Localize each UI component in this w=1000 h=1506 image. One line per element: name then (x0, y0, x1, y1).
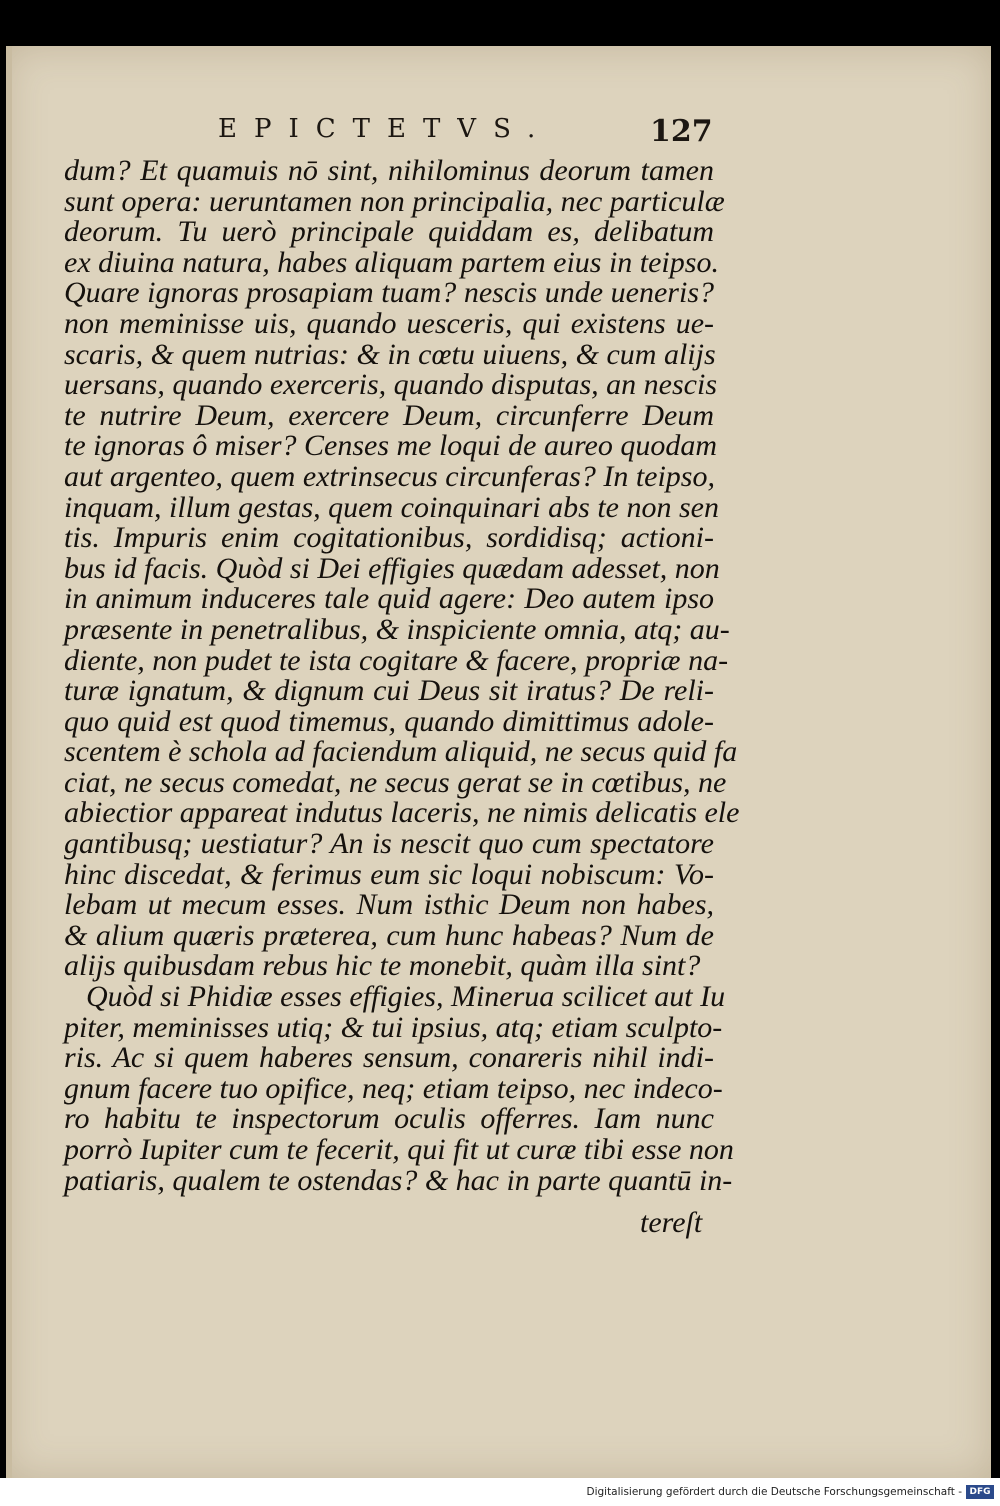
text-line: porrò Iupiter cum te fecerit, qui fit ut curæ tibi esse non (64, 1133, 734, 1166)
text-line: gantibusq; uestiatur? An is nescit quo cum spectatore (64, 827, 714, 861)
text-line: sunt opera: ueruntamen non principalia, nec particulæ (64, 184, 725, 218)
catchword: tereſt (640, 1206, 703, 1239)
text-line: scentem è schola ad faciendum aliquid, ne secus quid fa (64, 735, 738, 769)
text-line: & alium quæris præterea, cum hunc habeas? Num de (64, 918, 714, 952)
body-text (64, 154, 740, 1197)
text-line: alijs quibusdam rebus hic te monebit, quàm illa sint? (64, 949, 701, 983)
text-line: ex diuina natura, habes aliquam partem eius in teipso. (64, 245, 719, 279)
page-edge (6, 46, 12, 1478)
text-line: quo quid est quod timemus, quando dimittimus adole- (64, 704, 714, 738)
text-line: te nutrire Deum, exercere Deum, circunferre Deum (64, 398, 714, 432)
text-line: turæ ignatum, & dignum cui Deus sit iratus? De reli- (64, 674, 714, 708)
text-line: inquam, illum gestas, quem coinquinari abs te non sen (64, 490, 719, 524)
text-line: bus id facis. Quòd si Dei effigies quædam adesset, non (64, 551, 720, 585)
page-number: 127 (650, 114, 713, 149)
text-line: ciat, ne secus comedat, ne secus gerat se in cœtibus, ne (64, 765, 727, 799)
text-line: tis. Impuris enim cogitationibus, sordidisq; actioni- (64, 521, 714, 555)
text-line: præsente in penetralibus, & inspiciente omnia, atq; au- (64, 612, 730, 646)
text-line: diente, non pudet te ista cogitare & facere, propriæ na- (64, 643, 729, 677)
text-line: ris. Ac si quem haberes sensum, conareris nihil indi- (64, 1041, 714, 1075)
text-line: ro habitu te inspectorum oculis offerres. Iam nunc (64, 1102, 714, 1136)
text-line: gnum facere tuo opifice, neq; etiam teipso, nec indeco- (64, 1071, 723, 1105)
text-line: uersans, quando exerceris, quando disputas, an nescis (64, 368, 717, 402)
text-line: abiectior appareat indutus laceris, ne nimis delicatis ele (64, 796, 740, 830)
text-line: Quòd si Phidiæ esses effigies, Minerua scilicet aut Iu (86, 980, 726, 1014)
text-line: lebam ut mecum esses. Num isthic Deum non habes, (64, 888, 714, 922)
dfg-logo: DFG (966, 1485, 994, 1499)
running-head: EPICTETVS. (218, 114, 553, 144)
digitization-credit: Digitalisierung gefördert durch die Deutsche Forschungsgemeinschaft - (586, 1486, 962, 1498)
text-line: in animum induceres tale quid agere: Deo autem ipso (64, 582, 714, 616)
text-line: patiaris, qualem te ostendas? & hac in parte quantū in- (64, 1163, 733, 1197)
text-line: hinc discedat, & ferimus eum sic loqui nobiscum: Vo- (64, 857, 714, 891)
text-line: Quare ignoras prosapiam tuam? nescis unde ueneris? (64, 276, 714, 310)
text-line: deorum. Tu uerò principale quiddam es, delibatum (64, 215, 714, 249)
text-line: scaris, & quem nutrias: & in cœtu uiuens, & cum alijs (64, 337, 716, 371)
text-line: piter, meminisses utiq; & tui ipsius, atq; etiam sculpto- (64, 1010, 723, 1044)
text-line: te ignoras ô miser? Censes me loqui de aureo quodam (64, 429, 717, 463)
text-line: dum? Et quamuis nō sint, nihilominus deorum tamen (64, 154, 714, 187)
text-line: non meminisse uis, quando uesceris, qui existens ue- (64, 306, 714, 340)
text-line: aut argenteo, quem extrinsecus circunferas? In teipso, (64, 459, 715, 493)
